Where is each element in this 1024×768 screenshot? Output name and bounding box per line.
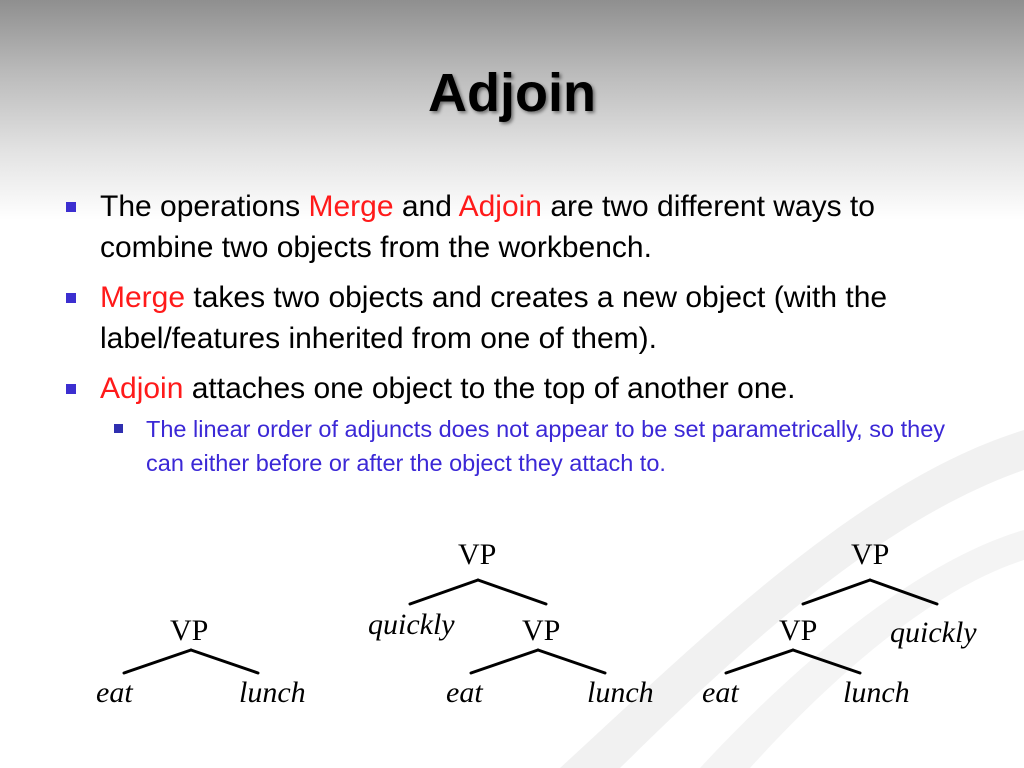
tree3-right-leaf: lunch <box>843 676 910 709</box>
tree3-adjunct: quickly <box>890 616 977 649</box>
highlight-term: Adjoin <box>100 372 184 405</box>
tree3-branch-top-right <box>870 580 937 604</box>
highlight-term: Adjoin <box>458 190 542 223</box>
tree2-right-leaf: lunch <box>587 676 654 709</box>
tree2-branch-right <box>538 650 605 673</box>
tree2-inner-root-label: VP <box>522 614 561 647</box>
tree2-root-label: VP <box>458 538 497 571</box>
tree2-branch-top-left <box>410 580 478 604</box>
bullet-text: The operations <box>100 190 309 223</box>
sub-bullet-text: The linear order of adjuncts does not appear to be set parametrically, so they can either before or after the object they attach to. <box>146 416 946 476</box>
bullet-text: and <box>393 190 459 223</box>
bullet-text: attaches one object to the top of another one. <box>183 372 796 405</box>
bullet-text: are two different ways to combine two objects from the workbench. <box>100 190 875 264</box>
tree3-branch-right <box>793 650 860 673</box>
tree3-branch-left <box>726 650 793 673</box>
tree1-branch-right <box>191 650 258 673</box>
tree2-branch-left <box>471 650 538 673</box>
tree1-branch-left <box>124 650 191 673</box>
tree2-adjunct: quickly <box>368 608 455 641</box>
tree3-left-leaf: eat <box>702 676 739 709</box>
tree1-root-label: VP <box>170 614 209 647</box>
tree2-left-leaf: eat <box>446 676 483 709</box>
tree1-left-leaf: eat <box>96 676 133 709</box>
tree1-right-leaf: lunch <box>239 676 306 709</box>
tree3-inner-root-label: VP <box>779 614 818 647</box>
tree3-root-label: VP <box>851 538 890 571</box>
bullet-text: takes two objects and creates a new object (with the label/features inherited from one of them). <box>100 281 888 355</box>
highlight-term: Merge <box>308 190 394 223</box>
tree2-branch-top-right <box>478 580 546 604</box>
slide-title: Adjoin <box>428 63 596 123</box>
highlight-term: Merge <box>100 281 186 314</box>
tree3-branch-top-left <box>803 580 870 604</box>
